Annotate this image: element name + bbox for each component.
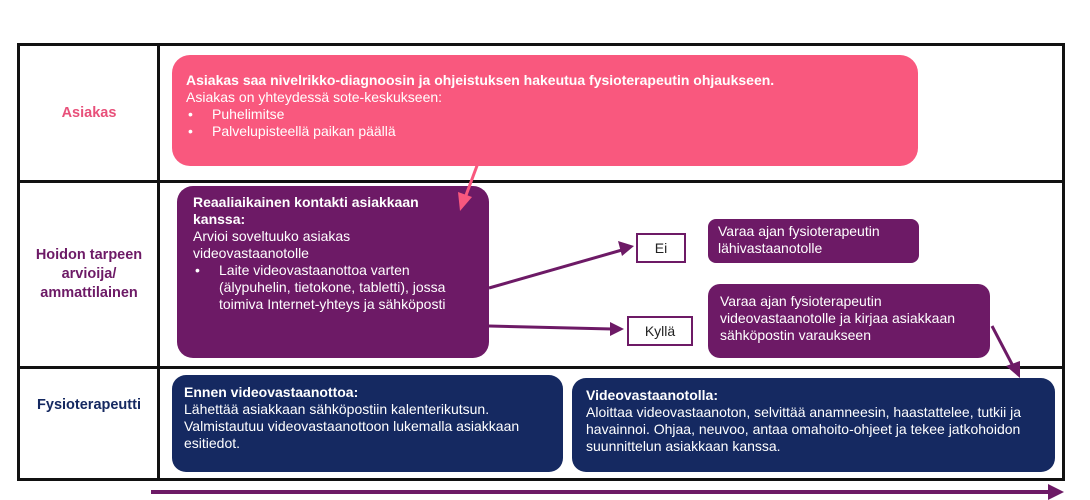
during-box-heading: Videovastaanotolla:: [586, 387, 719, 403]
decision-yes-label: Kyllä: [627, 316, 693, 346]
arrow-to-kylla: [489, 326, 612, 329]
list-item: • Puhelimitse: [186, 106, 904, 123]
client-box-line: Asiakas on yhteydessä sote-keskukseen:: [186, 89, 443, 105]
arrowhead-client-to-contact: [458, 192, 472, 211]
contact-box-heading: Reaaliaikainen kontakti asiakkaan kanssa:: [193, 194, 419, 227]
lane-label-physio: Fysioterapeutti: [37, 396, 141, 413]
client-box-heading: Asiakas saa nivelrikko-diagnoosin ja ohjeistuksen hakeutua fysioterapeutin ohjaukseen.: [186, 72, 775, 88]
before-box-text: Lähettää asiakkaan sähköpostiin kalenterikutsun. Valmistautuu videovastaanottoon lukemalla asiakkaan esitiedot.: [184, 401, 520, 451]
arrowhead-ei: [618, 241, 634, 256]
book-video-box: Varaa ajan fysioterapeutin videovastaanotolle ja kirjaa asiakkaan sähköpostin varaukseen: [708, 284, 990, 358]
during-box-text: Aloittaa videovastaanoton, selvittää anamneesin, haastattelee, tutkii ja havainnoi. Ohjaa, neuvoo, antaa omahoito-ohjeet ja tekee jatkohoidon suunnittelun asiakkaan kanssa.: [586, 404, 1022, 454]
arrowhead-kylla: [610, 322, 624, 336]
contact-box-line: Arvioi soveltuuko asiakas videovastaanotolle: [193, 228, 351, 261]
list-item: • Palvelupisteellä paikan päällä: [186, 123, 904, 140]
lane-label-assessor: Hoidon tarpeen arvioija/ ammattilainen: [35, 247, 143, 301]
lane-label-client: Asiakas: [61, 104, 117, 121]
timeline-arrowhead: [1048, 484, 1064, 500]
book-local-box: Varaa ajan fysioterapeutin lähivastaanotolle: [708, 219, 919, 263]
arrow-to-video-session: [992, 326, 1014, 368]
arrow-client-to-contact: [465, 163, 478, 198]
decision-no-label: Ei: [636, 233, 686, 263]
before-box-heading: Ennen videovastaanottoa:: [184, 384, 359, 400]
arrow-to-ei: [489, 250, 622, 288]
arrowhead-video-session: [1006, 361, 1020, 378]
list-item: • Laite videovastaanottoa varten (älypuhelin, tietokone, tabletti), jossa toimiva Internet-yhteys ja sähköposti: [193, 262, 449, 313]
